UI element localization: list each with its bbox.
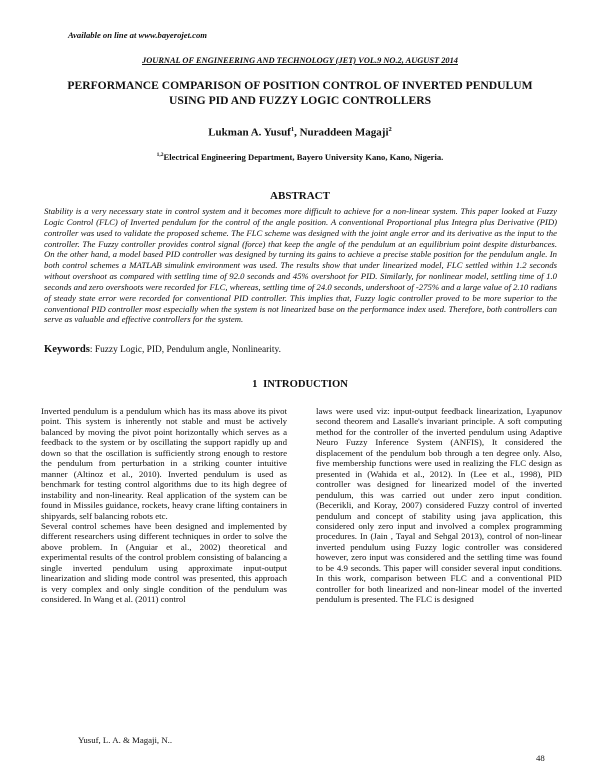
website-availability-note: Available on line at www.bayerojet.com [68, 30, 207, 40]
paper-title: PERFORMANCE COMPARISON OF POSITION CONTROL OF INVERTED PENDULUM USING PID AND FUZZY LOGIC CONTROLLERS [67, 79, 533, 107]
footer-author: Yusuf, L. A. & Magaji, N.. [78, 735, 173, 745]
author-1-affiliation-mark: 1 [290, 126, 295, 133]
intro-paragraph-1: Inverted pendulum is a pendulum which has its mass above its pivot point. This system is inherently not stable and must be actively balanced by moving the pivot point horizontally which serves as a feedback to the system or by oscillating the support rapidly up and down so that the oscillation is sufficiently strong enough to restore the pendulum from perturbation in a striking counter intuitive manner (Altinoz et al., 2010). Inverted pendulum is used as benchmark for testing control algorithms due to its high degree of instability and non-linearity. Real application of the system can be found in Missiles guidance, rockets, heavy crane lifting containers in shipyards, self balancing robots etc. [41, 406, 287, 521]
journal-header: JOURNAL OF ENGINEERING AND TECHNOLOGY (JET) VOL.9 NO.2, AUGUST 2014 [142, 56, 458, 65]
affiliation-marks: 1,2 [156, 152, 164, 159]
author-1-name: Lukman A. Yusuf [208, 126, 291, 139]
affiliation-text: Electrical Engineering Department, Bayero University Kano, Kano, Nigeria. [163, 152, 444, 162]
abstract-heading: ABSTRACT [270, 190, 330, 202]
keywords-list: : Fuzzy Logic, PID, Pendulum angle, Nonlinearity. [89, 345, 281, 355]
intro-paragraph-2: Several control schemes have been designed and implemented by different researchers using different techniques in order to solve the above problem. In (Anguiar et al., 2002) theoretical and experimental results of the control problem consisting of balancing a single inverted pendulum using approximate input-output linearization and sliding mode control was presented, this approach is very complex and only single condition of the pendulum was considered. In Wang et al. (2011) control [41, 520, 287, 605]
keywords-line [44, 344, 557, 355]
left-column [41, 406, 287, 605]
author-line [0, 126, 600, 139]
author-2-affiliation-mark: 2 [388, 126, 392, 133]
author-separator: , [294, 126, 300, 139]
right-column [316, 406, 562, 605]
page-number: 48 [536, 753, 545, 763]
affiliation [0, 152, 600, 162]
intro-paragraph-3: laws were used viz: input-output feedback linearization, Lyapunov second theorem and Lasalle's invariant principle. A soft computing method for the controller of the inverted pendulum using Adaptive Neuro Fuzzy Inference System (ANFIS), It considered the displacement of the pendulum bob through a ten degree only. Also, five membership functions were used in realizing the FLC design as presented in (Wahida et al., 2012). In (Lee et al., 1998), PID controller was designed for linearized model of the inverted pendulum, this was carried out under zero input condition. (Becerikli, and Koray, 2007) considered Fuzzy control of inverted pendulum and concept of stability using java application, this considered only zero input and involved a complex programming procedures. In (Jain , Tayal and Sehgal 2013), control of non-linear inverted pendulum using Fuzzy logic controller was considered however, zero input was considered and the settling time was found to be 4.9 seconds. This paper will consider several input conditions. In this work, comparison between FLC and a conventional PID controller for both linearized and non-linear model of the inverted pendulum is presented. The FLC is designed [316, 406, 562, 605]
abstract-body: Stability is a very necessary state in control system and it becomes more difficult to achieve for a non-linear system. This paper looked at Fuzzy Logic Control (FLC) of Inverted pendulum for the control of the angle position. A conventional Proportional plus Integra plus Derivative (PID) controller was used to validate the proposed scheme. The FLC scheme was designed with the joint angle error and its derivative as the input to the controller. The Fuzzy controller provides control signal (force) that keep the angle of the pendulum at an equilibrium point despite disturbances. On the other hand, a model based PID controller was designed by turning its gains to achieve a precise stable position for the pendulum angle. In both control schemes a MATLAB simulink environment was used. The results show that under linearized model, FLC settled within 1.2 seconds without overshoot as compared with settling time of 92.0 seconds and 45% overshoot for PID. Similarly, for nonlinear model, settling time of 1.0 seconds and zero overshoots were recorded for FLC, whereas, settling time of 24.0 seconds, undershoot of -275% and a large value of 2.10 radians of steady state error were recorded for conventional PID controller. This implies that, Fuzzy logic controller proved to be more superior to the conventional PID controller most especially when the system is not linearized base on the performance index used. Therefore, both controllers can serve as valuable and effective controllers for the system. [44, 206, 557, 325]
introduction-heading: 1 INTRODUCTION [252, 379, 348, 390]
keywords-label: Keywords [44, 344, 90, 355]
author-2-name: Nuraddeen Magaji [299, 126, 389, 139]
